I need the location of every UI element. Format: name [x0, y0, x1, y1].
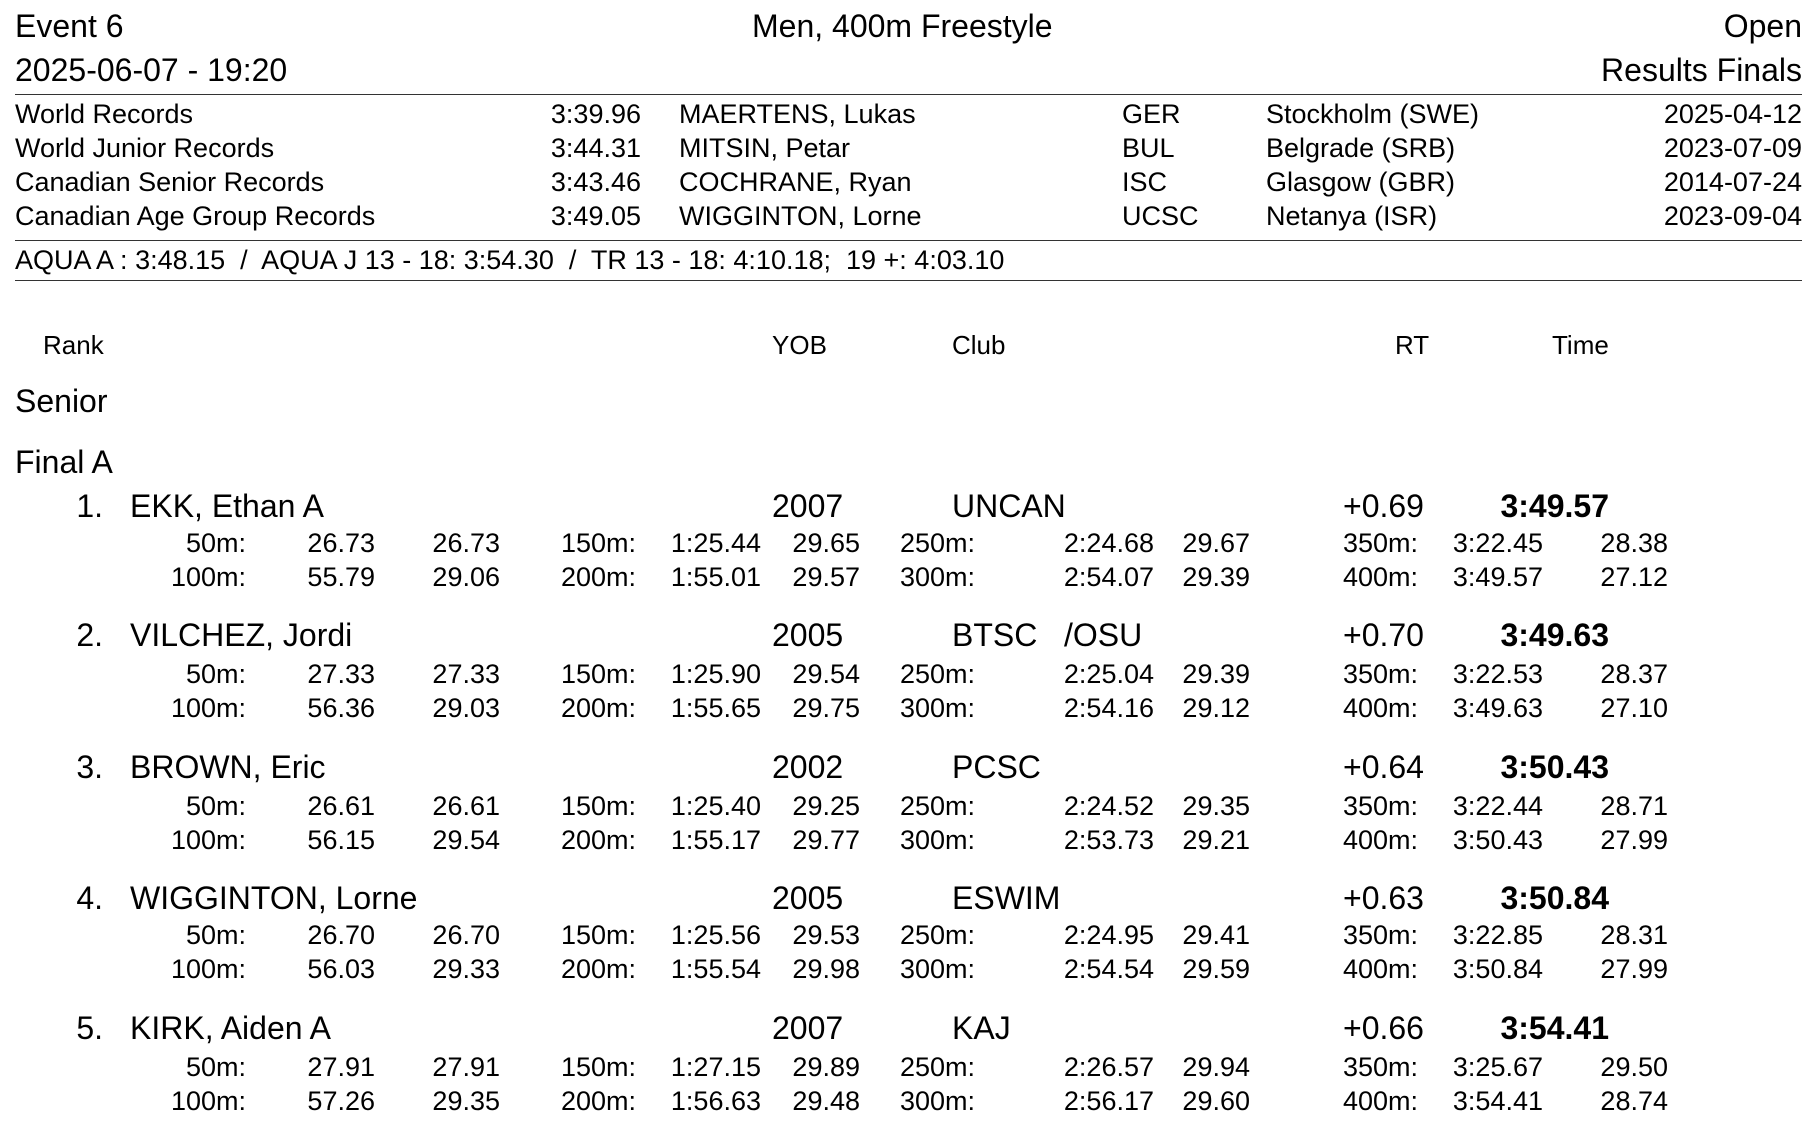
record-date: 2025-04-12: [1663, 99, 1802, 129]
athlete-rank: 4.: [76, 880, 103, 916]
split-distance: 200m:: [560, 1086, 636, 1116]
event-category: Open: [1723, 8, 1802, 44]
split-cumulative: 3:22.85: [1452, 920, 1543, 950]
athlete-yob: 2007: [772, 1010, 844, 1046]
athlete-rt: +0.66: [1343, 1010, 1424, 1046]
split-cumulative: 2:25.04: [1063, 659, 1154, 689]
split-cumulative: 27.91: [307, 1052, 375, 1082]
split-cumulative: 2:56.17: [1063, 1086, 1154, 1116]
split-cumulative: 3:54.41: [1452, 1086, 1543, 1116]
athlete-yob: 2002: [772, 749, 844, 785]
split-cumulative: 3:22.53: [1452, 659, 1543, 689]
split-cumulative: 26.73: [307, 528, 375, 558]
split-cumulative: 3:22.44: [1452, 791, 1543, 821]
final-heading: Final A: [15, 444, 113, 480]
split-cumulative: 1:25.90: [670, 659, 761, 689]
record-code: ISC: [1122, 167, 1168, 197]
split-distance: 150m:: [560, 1052, 636, 1082]
split-lap: 29.54: [792, 659, 860, 689]
record-code: BUL: [1122, 133, 1175, 163]
split-lap: 27.99: [1600, 954, 1668, 984]
split-lap: 27.33: [432, 659, 500, 689]
split-lap: 29.06: [432, 562, 500, 592]
athlete-rank: 5.: [76, 1010, 103, 1046]
record-time: 3:49.05: [550, 201, 641, 231]
split-distance: 300m:: [899, 693, 975, 723]
athlete-time: 3:49.63: [1500, 617, 1609, 653]
split-distance: 100m:: [170, 693, 246, 723]
athlete-entry: [0, 490, 1816, 610]
split-distance: 50m:: [185, 791, 246, 821]
record-place: Stockholm (SWE): [1266, 99, 1480, 129]
split-cumulative: 2:54.07: [1063, 562, 1154, 592]
split-lap: 29.89: [792, 1052, 860, 1082]
split-distance: 250m:: [899, 791, 975, 821]
split-lap: 28.38: [1600, 528, 1668, 558]
athlete-club: PCSC: [952, 749, 1041, 785]
athlete-rt: +0.70: [1343, 617, 1424, 653]
record-holder: MAERTENS, Lukas: [679, 99, 916, 129]
athlete-rank: 1.: [76, 488, 103, 524]
split-distance: 300m:: [899, 562, 975, 592]
split-lap: 29.75: [792, 693, 860, 723]
athlete-name: EKK, Ethan A: [130, 488, 324, 524]
split-cumulative: 1:55.54: [670, 954, 761, 984]
qualifying-divider: [15, 280, 1802, 281]
split-lap: 29.39: [1182, 659, 1250, 689]
section-heading: Senior: [15, 383, 108, 419]
split-cumulative: 2:24.68: [1063, 528, 1154, 558]
split-lap: 29.65: [792, 528, 860, 558]
split-distance: 350m:: [1342, 791, 1418, 821]
split-lap: 29.41: [1182, 920, 1250, 950]
split-distance: 350m:: [1342, 659, 1418, 689]
athlete-entry: [0, 882, 1816, 1002]
athlete-club: BTSC /OSU: [952, 617, 1143, 653]
split-cumulative: 2:54.16: [1063, 693, 1154, 723]
split-lap: 29.53: [792, 920, 860, 950]
split-distance: 100m:: [170, 954, 246, 984]
split-cumulative: 2:24.95: [1063, 920, 1154, 950]
column-club: Club: [952, 330, 1006, 360]
split-cumulative: 26.61: [307, 791, 375, 821]
athlete-entry: [0, 1012, 1816, 1132]
split-distance: 100m:: [170, 1086, 246, 1116]
split-cumulative: 3:50.84: [1452, 954, 1543, 984]
split-lap: 27.10: [1600, 693, 1668, 723]
record-date: 2023-09-04: [1663, 201, 1802, 231]
athlete-name: WIGGINTON, Lorne: [130, 880, 418, 916]
split-lap: 29.98: [792, 954, 860, 984]
split-cumulative: 2:53.73: [1063, 825, 1154, 855]
split-lap: 27.99: [1600, 825, 1668, 855]
split-cumulative: 1:56.63: [670, 1086, 761, 1116]
split-cumulative: 2:26.57: [1063, 1052, 1154, 1082]
split-distance: 300m:: [899, 825, 975, 855]
record-label: Canadian Senior Records: [15, 167, 325, 197]
split-lap: 29.12: [1182, 693, 1250, 723]
split-cumulative: 56.03: [307, 954, 375, 984]
split-distance: 400m:: [1342, 825, 1418, 855]
split-cumulative: 3:49.63: [1452, 693, 1543, 723]
athlete-time: 3:49.57: [1500, 488, 1609, 524]
split-lap: 27.91: [432, 1052, 500, 1082]
event-number: Event 6: [15, 8, 124, 44]
split-cumulative: 55.79: [307, 562, 375, 592]
records-divider: [15, 240, 1802, 241]
athlete-time: 3:54.41: [1500, 1010, 1609, 1046]
athlete-rank: 3.: [76, 749, 103, 785]
split-lap: 29.94: [1182, 1052, 1250, 1082]
split-distance: 50m:: [185, 659, 246, 689]
athlete-rt: +0.69: [1343, 488, 1424, 524]
record-date: 2014-07-24: [1663, 167, 1802, 197]
split-lap: 26.70: [432, 920, 500, 950]
athlete-entry: [0, 751, 1816, 871]
athlete-name: BROWN, Eric: [130, 749, 326, 785]
split-cumulative: 3:49.57: [1452, 562, 1543, 592]
record-code: GER: [1122, 99, 1181, 129]
split-cumulative: 1:25.44: [670, 528, 761, 558]
split-cumulative: 1:55.01: [670, 562, 761, 592]
split-distance: 250m:: [899, 528, 975, 558]
split-distance: 150m:: [560, 920, 636, 950]
split-distance: 400m:: [1342, 1086, 1418, 1116]
split-lap: 29.35: [432, 1086, 500, 1116]
split-distance: 200m:: [560, 693, 636, 723]
athlete-club: KAJ: [952, 1010, 1011, 1046]
split-lap: 28.74: [1600, 1086, 1668, 1116]
record-label: Canadian Age Group Records: [15, 201, 376, 231]
record-holder: COCHRANE, Ryan: [679, 167, 912, 197]
split-lap: 29.35: [1182, 791, 1250, 821]
split-cumulative: 26.70: [307, 920, 375, 950]
split-distance: 400m:: [1342, 954, 1418, 984]
split-cumulative: 56.15: [307, 825, 375, 855]
qualifying-standards: AQUA A : 3:48.15 / AQUA J 13 - 18: 3:54.30 / TR 13 - 18: 4:10.18; 19 +: 4:03.10: [15, 245, 1005, 275]
split-distance: 100m:: [170, 825, 246, 855]
split-cumulative: 57.26: [307, 1086, 375, 1116]
split-distance: 350m:: [1342, 528, 1418, 558]
split-lap: 29.33: [432, 954, 500, 984]
athlete-name: VILCHEZ, Jordi: [130, 617, 353, 653]
column-rank: Rank: [43, 330, 104, 360]
split-distance: 250m:: [899, 920, 975, 950]
record-date: 2023-07-09: [1663, 133, 1802, 163]
split-lap: 28.31: [1600, 920, 1668, 950]
split-distance: 50m:: [185, 920, 246, 950]
split-cumulative: 3:50.43: [1452, 825, 1543, 855]
split-distance: 150m:: [560, 528, 636, 558]
split-lap: 29.03: [432, 693, 500, 723]
split-distance: 300m:: [899, 954, 975, 984]
split-distance: 250m:: [899, 659, 975, 689]
record-time: 3:43.46: [550, 167, 641, 197]
record-holder: MITSIN, Petar: [679, 133, 851, 163]
split-lap: 29.54: [432, 825, 500, 855]
split-lap: 29.67: [1182, 528, 1250, 558]
split-cumulative: 1:25.40: [670, 791, 761, 821]
athlete-rt: +0.64: [1343, 749, 1424, 785]
athlete-rt: +0.63: [1343, 880, 1424, 916]
event-datetime: 2025-06-07 - 19:20: [15, 52, 288, 88]
split-cumulative: 2:54.54: [1063, 954, 1154, 984]
split-cumulative: 1:55.17: [670, 825, 761, 855]
athlete-entry: [0, 619, 1816, 739]
athlete-yob: 2007: [772, 488, 844, 524]
record-place: Netanya (ISR): [1266, 201, 1438, 231]
split-lap: 29.25: [792, 791, 860, 821]
split-lap: 26.73: [432, 528, 500, 558]
column-yob: YOB: [772, 330, 827, 360]
athlete-time: 3:50.43: [1500, 749, 1609, 785]
split-cumulative: 1:55.65: [670, 693, 761, 723]
split-distance: 150m:: [560, 791, 636, 821]
split-cumulative: 56.36: [307, 693, 375, 723]
split-distance: 300m:: [899, 1086, 975, 1116]
split-lap: 28.37: [1600, 659, 1668, 689]
split-distance: 150m:: [560, 659, 636, 689]
record-label: World Records: [15, 99, 194, 129]
split-distance: 50m:: [185, 528, 246, 558]
split-cumulative: 3:22.45: [1452, 528, 1543, 558]
split-lap: 29.59: [1182, 954, 1250, 984]
split-cumulative: 1:27.15: [670, 1052, 761, 1082]
split-distance: 200m:: [560, 562, 636, 592]
header-divider: [15, 94, 1802, 95]
split-lap: 29.39: [1182, 562, 1250, 592]
split-distance: 200m:: [560, 954, 636, 984]
split-distance: 50m:: [185, 1052, 246, 1082]
athlete-time: 3:50.84: [1500, 880, 1609, 916]
athlete-name: KIRK, Aiden A: [130, 1010, 332, 1046]
split-distance: 350m:: [1342, 920, 1418, 950]
split-cumulative: 3:25.67: [1452, 1052, 1543, 1082]
athlete-rank: 2.: [76, 617, 103, 653]
split-cumulative: 2:24.52: [1063, 791, 1154, 821]
column-rt: RT: [1395, 330, 1430, 360]
split-distance: 250m:: [899, 1052, 975, 1082]
results-title: Results Finals: [1601, 52, 1802, 88]
split-lap: 29.50: [1600, 1052, 1668, 1082]
split-distance: 400m:: [1342, 562, 1418, 592]
athlete-yob: 2005: [772, 617, 844, 653]
record-holder: WIGGINTON, Lorne: [679, 201, 922, 231]
record-time: 3:44.31: [550, 133, 641, 163]
record-label: World Junior Records: [15, 133, 275, 163]
split-lap: 29.48: [792, 1086, 860, 1116]
split-cumulative: 1:25.56: [670, 920, 761, 950]
split-lap: 29.77: [792, 825, 860, 855]
split-lap: 29.57: [792, 562, 860, 592]
split-lap: 28.71: [1600, 791, 1668, 821]
split-distance: 100m:: [170, 562, 246, 592]
split-lap: 29.60: [1182, 1086, 1250, 1116]
split-lap: 29.21: [1182, 825, 1250, 855]
record-code: UCSC: [1122, 201, 1199, 231]
athlete-club: UNCAN: [952, 488, 1066, 524]
event-title: Men, 400m Freestyle: [752, 8, 1053, 44]
split-distance: 200m:: [560, 825, 636, 855]
column-time: Time: [1552, 330, 1609, 360]
split-distance: 350m:: [1342, 1052, 1418, 1082]
split-lap: 27.12: [1600, 562, 1668, 592]
athlete-yob: 2005: [772, 880, 844, 916]
record-place: Belgrade (SRB): [1266, 133, 1456, 163]
split-cumulative: 27.33: [307, 659, 375, 689]
athlete-club: ESWIM: [952, 880, 1061, 916]
split-distance: 400m:: [1342, 693, 1418, 723]
record-time: 3:39.96: [550, 99, 641, 129]
record-place: Glasgow (GBR): [1266, 167, 1456, 197]
split-lap: 26.61: [432, 791, 500, 821]
